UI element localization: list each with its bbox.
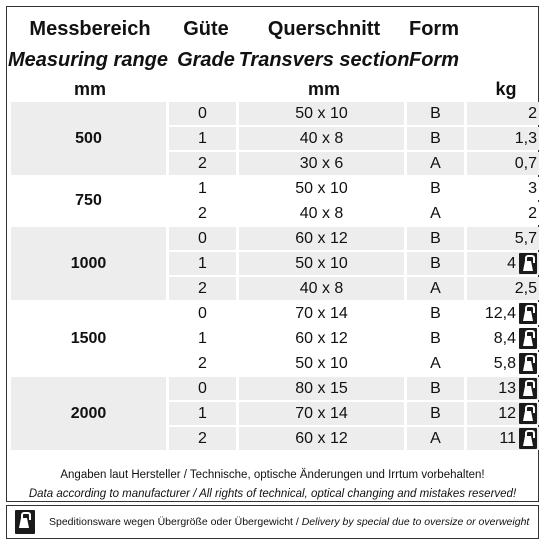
weight-value: 3 xyxy=(528,179,537,197)
grade-cell: 2 xyxy=(169,427,236,450)
section-cell: 70 x 14 xyxy=(239,402,404,425)
grade-cell: 1 xyxy=(169,177,236,200)
form-cell: B xyxy=(407,377,464,400)
weight-icon xyxy=(519,303,537,324)
legend-text xyxy=(49,516,529,528)
form-cell: A xyxy=(407,427,464,450)
section-cell: 80 x 15 xyxy=(239,377,404,400)
weight-cell xyxy=(467,127,539,150)
form-cell: B xyxy=(407,402,464,425)
grade-cell: 1 xyxy=(169,252,236,275)
range-cell: 1500 xyxy=(11,302,166,375)
weight-cell xyxy=(467,227,539,250)
header-section-en: Transvers section xyxy=(238,49,410,71)
weight-cell xyxy=(467,377,539,400)
weight-cell xyxy=(467,402,539,425)
grade-cell: 2 xyxy=(169,202,236,225)
range-cell: 1000 xyxy=(11,227,166,300)
weight-cell xyxy=(467,302,539,325)
weight-value: 5,8 xyxy=(493,354,516,372)
range-cell: 2000 xyxy=(11,377,166,450)
header-section-unit: mm xyxy=(307,79,340,99)
section-cell: 50 x 10 xyxy=(239,102,404,125)
weight-value: 12,4 xyxy=(484,304,516,322)
section-cell: 40 x 8 xyxy=(239,202,404,225)
form-cell: B xyxy=(407,177,464,200)
section-cell: 40 x 8 xyxy=(239,277,404,300)
legend-text-en: Delivery by special due to oversize or overweight xyxy=(301,516,530,528)
form-cell: B xyxy=(407,327,464,350)
header-form-en: Form xyxy=(409,49,459,71)
weight-cell xyxy=(467,427,539,450)
weight-cell xyxy=(467,252,539,275)
spec-table-frame xyxy=(6,6,539,502)
weight-value: 5,7 xyxy=(514,229,537,247)
grade-cell: 2 xyxy=(169,152,236,175)
form-cell: A xyxy=(407,152,464,175)
weight-value: 8,4 xyxy=(493,329,516,347)
header-range-en: Measuring range xyxy=(7,49,169,71)
header-range-unit: mm xyxy=(73,79,106,99)
weight-icon xyxy=(519,328,537,349)
header-form-de: Form xyxy=(409,18,459,40)
footer-note-de: Angaben laut Hersteller / Technische, optische Änderungen und Irrtum vorbehalten! xyxy=(60,469,485,481)
form-cell: B xyxy=(407,252,464,275)
header-section-de: Querschnitt xyxy=(267,18,381,40)
section-cell: 60 x 12 xyxy=(239,227,404,250)
grade-cell: 0 xyxy=(169,102,236,125)
weight-cell xyxy=(467,152,539,175)
section-cell: 50 x 10 xyxy=(239,252,404,275)
weight-value: 11 xyxy=(499,429,516,447)
section-cell: 60 x 12 xyxy=(239,327,404,350)
form-cell: A xyxy=(407,277,464,300)
section-cell: 50 x 10 xyxy=(239,352,404,375)
weight-icon xyxy=(519,428,537,449)
section-cell: 40 x 8 xyxy=(239,127,404,150)
weight-cell xyxy=(467,327,539,350)
weight-icon xyxy=(519,353,537,374)
header-range-de: Messbereich xyxy=(29,18,151,40)
grade-cell: 0 xyxy=(169,227,236,250)
table-row xyxy=(11,302,539,325)
grade-cell: 1 xyxy=(169,127,236,150)
spec-table xyxy=(8,100,542,452)
header-weight-unit: kg xyxy=(495,79,517,99)
section-cell: 50 x 10 xyxy=(239,177,404,200)
table-header xyxy=(7,7,538,107)
form-cell: A xyxy=(407,352,464,375)
weight-value: 4 xyxy=(507,254,516,272)
grade-cell: 1 xyxy=(169,402,236,425)
grade-cell: 2 xyxy=(169,352,236,375)
weight-value: 13 xyxy=(498,379,516,397)
weight-cell xyxy=(467,177,539,200)
grade-cell: 0 xyxy=(169,377,236,400)
footer-note-en: Data according to manufacturer / All rights of technical, optical changing and mistakes reserved! xyxy=(28,488,517,500)
grade-cell: 1 xyxy=(169,327,236,350)
form-cell: B xyxy=(407,302,464,325)
weight-icon xyxy=(519,253,537,274)
shipping-legend xyxy=(6,505,539,539)
table-row xyxy=(11,227,539,250)
grade-cell: 2 xyxy=(169,277,236,300)
weight-value: 1,3 xyxy=(514,129,537,147)
weight-value: 12 xyxy=(498,404,516,422)
table-row xyxy=(11,102,539,125)
weight-icon xyxy=(15,510,35,534)
form-cell: B xyxy=(407,227,464,250)
section-cell: 60 x 12 xyxy=(239,427,404,450)
range-cell: 750 xyxy=(11,177,166,225)
weight-value: 0,7 xyxy=(514,154,537,172)
grade-cell: 0 xyxy=(169,302,236,325)
form-cell: A xyxy=(407,202,464,225)
legend-text-de: Speditionsware wegen Übergröße oder Übergewicht / xyxy=(49,516,302,528)
weight-cell xyxy=(467,277,539,300)
range-cell: 500 xyxy=(11,102,166,175)
table-row xyxy=(11,377,539,400)
form-cell: B xyxy=(407,127,464,150)
header-grade-en: Grade xyxy=(177,49,235,71)
header-grade-de: Güte xyxy=(183,18,229,40)
form-cell: B xyxy=(407,102,464,125)
weight-icon xyxy=(519,403,537,424)
section-cell: 70 x 14 xyxy=(239,302,404,325)
weight-icon xyxy=(519,378,537,399)
weight-value: 2,5 xyxy=(514,279,537,297)
weight-cell xyxy=(467,202,539,225)
weight-cell xyxy=(467,102,539,125)
weight-value: 2 xyxy=(528,204,537,222)
weight-cell xyxy=(467,352,539,375)
weight-value: 2 xyxy=(528,104,537,122)
table-row xyxy=(11,177,539,200)
section-cell: 30 x 6 xyxy=(239,152,404,175)
